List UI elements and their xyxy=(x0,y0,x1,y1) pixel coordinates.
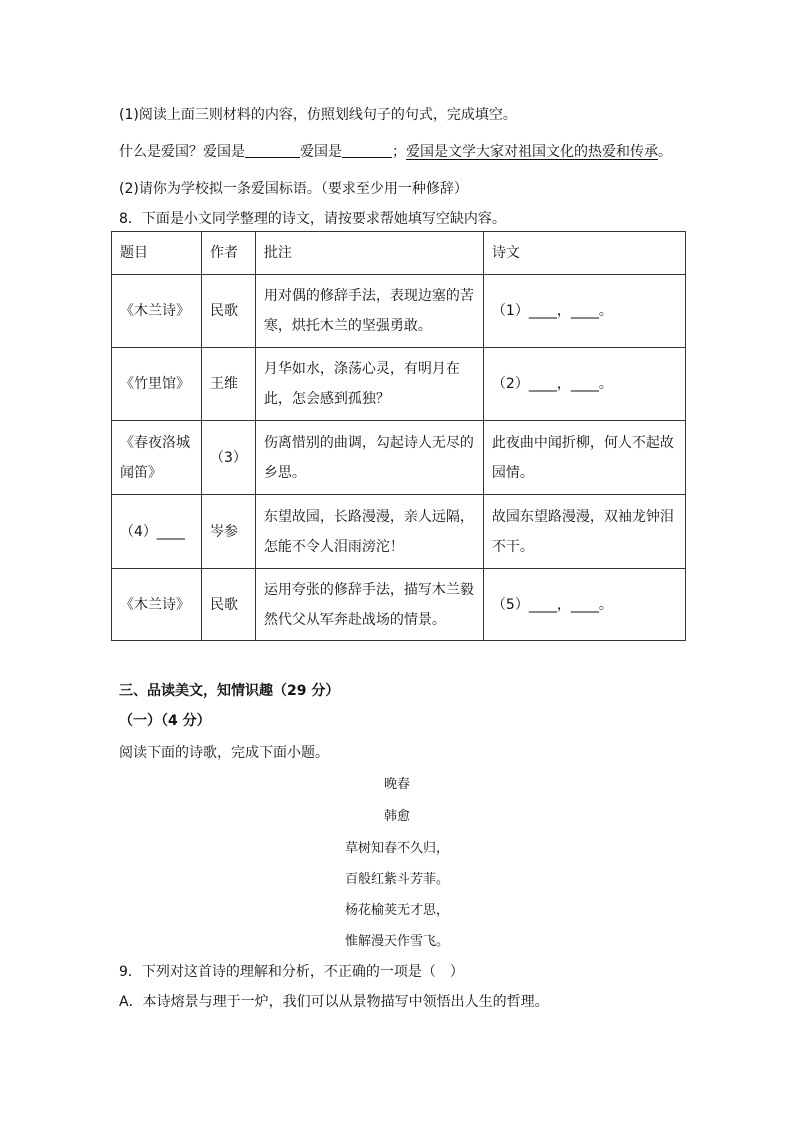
cell-title[interactable]: （4）____ xyxy=(112,495,202,569)
fill-blank-1[interactable] xyxy=(245,143,300,158)
fill-blank-2[interactable] xyxy=(342,143,392,158)
cell-text: 故园东望路漫漫，双袖龙钟泪不干。 xyxy=(483,495,685,569)
poem-line: 草树知春不久归， xyxy=(344,841,449,856)
header-title: 题目 xyxy=(112,232,202,275)
cell-text[interactable]: （2）____，____。 xyxy=(483,348,685,421)
table-row xyxy=(112,421,686,495)
q7-fill-sentence xyxy=(119,141,672,161)
header-text: 诗文 xyxy=(483,232,685,275)
cell-note: 伤离惜别的曲调，勾起诗人无尽的乡思。 xyxy=(255,421,483,495)
poem-table xyxy=(111,231,686,641)
cell-author: 王维 xyxy=(202,348,256,421)
cell-title: 《春夜洛城闻笛》 xyxy=(112,421,202,495)
cell-title: 《竹里馆》 xyxy=(112,348,202,421)
cell-author: 民歌 xyxy=(202,569,256,641)
table-row xyxy=(112,569,686,641)
header-note: 批注 xyxy=(255,232,483,275)
poem-line: 惟解漫天作雪飞。 xyxy=(344,934,449,949)
cell-title: 《木兰诗》 xyxy=(112,569,202,641)
cell-note: 运用夸张的修辞手法，描写木兰毅然代父从军奔赴战场的情景。 xyxy=(255,569,483,641)
q7-part2: (2)请你为学校拟一条爱国标语。（要求至少用一种修辞） xyxy=(119,181,468,197)
table-row xyxy=(112,495,686,569)
q7-part1: (1)阅读上面三则材料的内容，仿照划线句子的句式，完成填空。 xyxy=(119,107,517,123)
cell-note: 用对偶的修辞手法，表现边塞的苦寒，烘托木兰的坚强勇敢。 xyxy=(255,275,483,348)
table-row xyxy=(112,275,686,348)
q9-option-a[interactable]: A．本诗熔景与理于一炉，我们可以从景物描写中领悟出人生的哲理。 xyxy=(119,994,549,1010)
fill-end: 。 xyxy=(658,144,672,160)
poem-author: 韩愈 xyxy=(383,809,410,824)
reading-instruction: 阅读下面的诗歌，完成下面小题。 xyxy=(119,745,329,761)
cell-note: 月华如水，涤荡心灵，有明月在此，怎会感到孤独？ xyxy=(255,348,483,421)
cell-text: 此夜曲中闻折柳，何人不起故园情。 xyxy=(483,421,685,495)
cell-author: 岑参 xyxy=(202,495,256,569)
table-row xyxy=(112,348,686,421)
model-sentence-underlined: 爱国是文学大家对祖国文化的热爱和传承 xyxy=(406,144,658,160)
cell-author[interactable]: （3） xyxy=(202,421,256,495)
q8-intro: 8．下面是小文同学整理的诗文，请按要求帮她填写空缺内容。 xyxy=(119,211,506,227)
section-heading: 三、品读美文，知情识趣（29 分） xyxy=(119,683,340,699)
section-subheading: （一）（4 分） xyxy=(119,713,211,729)
q9-question: 9．下列对这首诗的理解和分析，不正确的一项是（ ） xyxy=(119,964,464,980)
fill-semicolon: ； xyxy=(392,144,406,160)
poem-line: 百般红紫斗芳菲。 xyxy=(344,872,449,887)
fill-prefix: 什么是爱国？爱国是 xyxy=(119,144,245,160)
cell-text[interactable]: （5）____，____。 xyxy=(483,569,685,641)
fill-mid: 爱国是 xyxy=(300,144,342,160)
cell-text[interactable]: （1）____，____。 xyxy=(483,275,685,348)
poem-title: 晚春 xyxy=(383,777,410,792)
table-header-row xyxy=(112,232,686,275)
header-author: 作者 xyxy=(202,232,256,275)
cell-author: 民歌 xyxy=(202,275,256,348)
poem-line: 杨花榆荚无才思， xyxy=(344,903,449,918)
cell-note: 东望故园，长路漫漫，亲人远隔，怎能不令人泪雨滂沱！ xyxy=(255,495,483,569)
cell-title: 《木兰诗》 xyxy=(112,275,202,348)
